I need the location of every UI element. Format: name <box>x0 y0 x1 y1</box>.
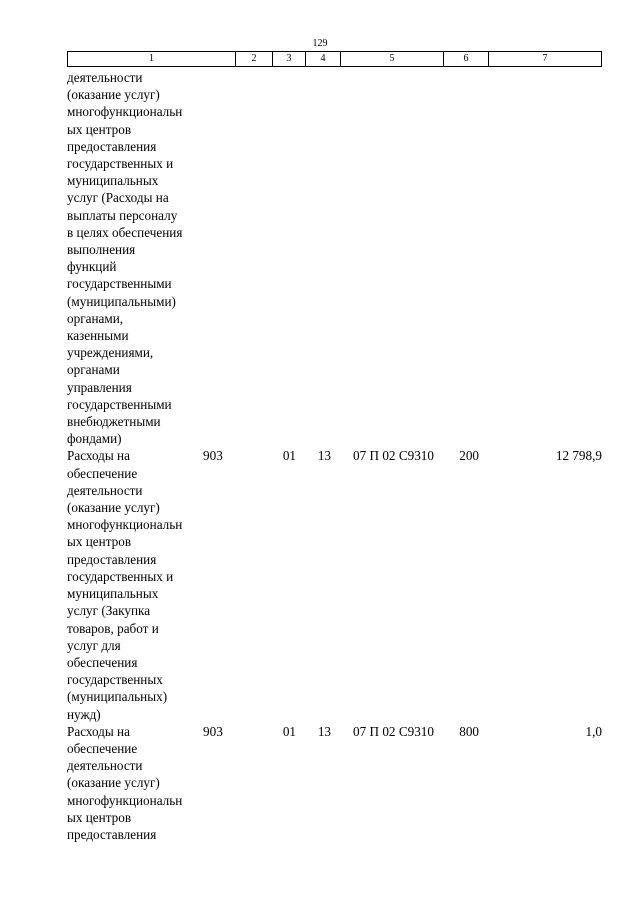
row-rz: 01 <box>282 448 296 464</box>
table-row <box>67 447 602 722</box>
header-col-6: 6 <box>444 52 489 66</box>
table-row <box>67 723 602 843</box>
table-body <box>67 69 602 843</box>
header-col-2: 2 <box>236 52 273 66</box>
header-col-5: 5 <box>341 52 444 66</box>
row-pr: 13 <box>317 448 331 464</box>
header-col-3: 3 <box>273 52 306 66</box>
header-col-7: 7 <box>542 53 548 64</box>
row-amount: 12 798,9 <box>555 448 602 464</box>
header-col-1: 1 <box>68 52 236 66</box>
table-header <box>67 51 602 67</box>
row-description: Расходы на обеспечение деятельности (оказание услуг) многофункциональн ых центров предоставления <box>67 723 183 842</box>
row-vr: 800 <box>459 723 479 739</box>
row-rz: 01 <box>282 723 296 739</box>
row-description: деятельности (оказание услуг) многофункциональн ых центров предоставления государственных и муниципальных услуг (Расходы на выплаты персоналу в целях обеспечения выполнения функций государственными (муниципальными) органами, казенными учреждениями, органами управления государственными внебюджетными фондами) <box>67 70 183 447</box>
row-grbs: 903 <box>203 723 223 739</box>
header-col-4: 4 <box>306 52 341 66</box>
row-rz <box>263 69 296 447</box>
row-csr: 07 П 02 С9310 <box>353 448 434 464</box>
row-csr: 07 П 02 С9310 <box>353 723 434 739</box>
row-pr: 13 <box>317 723 331 739</box>
row-pr <box>296 69 331 447</box>
row-description: Расходы на обеспечение деятельности (оказание услуг) многофункциональн ых центров предоставления государственных и муниципальных услуг (Закупка товаров, работ и услуг для обеспечения государственных (муниципальных) нужд) <box>67 448 183 722</box>
row-grbs: 903 <box>203 448 223 464</box>
row-amount: 1,0 <box>585 723 602 739</box>
row-vr: 200 <box>459 448 479 464</box>
row-vr <box>434 69 479 447</box>
page-number: 129 <box>312 38 328 49</box>
row-csr <box>331 69 434 447</box>
row-grbs <box>202 69 263 447</box>
table-row <box>67 69 602 447</box>
row-amount <box>479 69 602 447</box>
